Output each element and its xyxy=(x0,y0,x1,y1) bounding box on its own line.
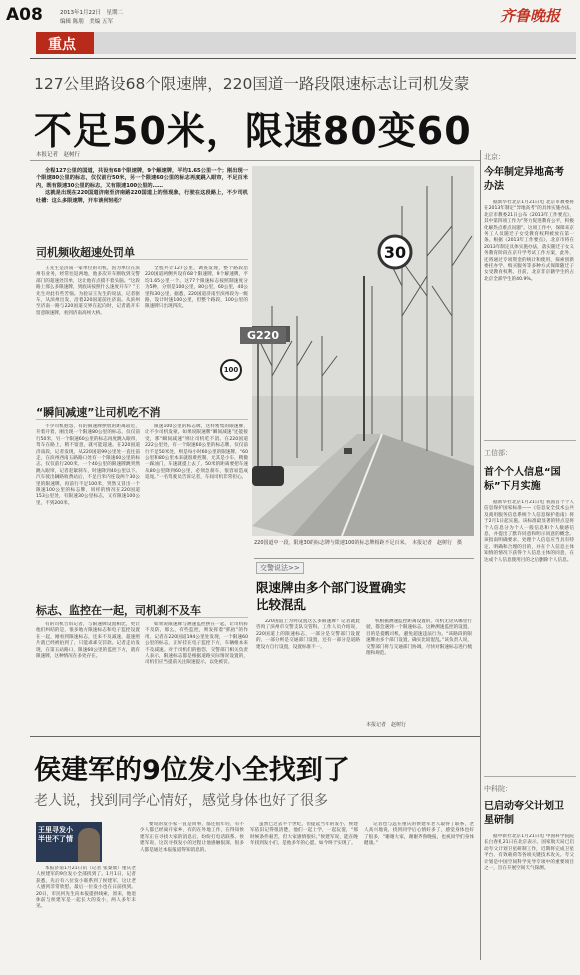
lead-col-1a: 王先生是济南一家单位的司机，因为单位在滨州有业务，经常往返两地，他多次开车断收到交警部门的超速处罚单，这让他有点摸不着头脑。“这段路上那么多限速牌，到底该按照什么速度开车？”王先生对此有些苦恼。为验证王先生的说法，记者驱车，从滨州出发，沿着220国道前往济南。从滨州至济南一路与220国道交界在起向时，记者就开车留意限速牌，看到济南高州大桥。 xyxy=(36,266,140,316)
lead-paragraph: 全程127公里的国道，共设有68个限速牌，9个解速牌，平均1.65公里一个；刚出现一个限速80公里的标志，仅仅前行50米，另一个限速60公里的标志再度跳入眼帘，不足百米内，既有限速30公里的标志，又有限速100公里的…… 这就是出现在220国道济南至济南路220国道上的怪现象，行驶在这段路上，不少司机吐槽：这么多限速牌，开车谈何轻松？ xyxy=(36,168,248,204)
bottom-col-2: 要说的发小家一直是同事，都还很年轻，有不少人都已经离开家乡，有的在外地工作，在得知侯建军正在寻找大家的消息后，纷纷打电话联系。侯建军说，这次寻找发小的过程让他感触很深，很多人都是通过本报报道得知消息的。 xyxy=(140,822,244,853)
sidebar-item-3-text: 据中新社北京1月21日电 中国科学院院长白春礼21日在北京表示，国家航天局已启动夸父计划卫星研制工作，近期将完成卫星平台、有效载荷等各项关键技术攻关。夸父计划是中国空间科学先导专项中的重要项目之一，旨在开展空间天气探测。 xyxy=(484,834,574,872)
traffic-police-tag: 交警说法>> xyxy=(256,562,304,574)
sidebar-rule-2 xyxy=(484,776,576,777)
subhead-1: 司机频收超速处罚单 xyxy=(36,246,135,259)
subhead-1-rule xyxy=(36,259,248,260)
header-editors: 编辑 陈朋 美编 五军 xyxy=(60,19,113,25)
page-number: A08 xyxy=(6,5,43,25)
sidebar-item-2-dept: 工信部： xyxy=(484,449,512,457)
bottom-col-4: 记者也与远在重庆的侯建军老人取得了联系，老人高兴地说，找到同学后心情好多了，感觉身体也好了很多，“谢谢大家，谢谢齐鲁晚报，也祝同学们身体健康。” xyxy=(364,822,474,847)
traffic-police-col-2: 机根据测速监控距离设置的，司机无论从哪里行驶，都会遇到一个限速标志。这种测速监控的设置，目的是提醒司机，避免超速违法行为。“该路段的限速牌由多个部门设置，确实比较混乱。”该负责人说，交警部门将与交通部门协调，尽快对限速标志进行梳理和规范。 xyxy=(366,619,472,657)
lead-col-2c: 如果说限速牌与测速监控摆在一起，让司机猝不及防，那么，有些监控，则发挥着“抓拍”的作用，记者在220国道194公里处发现，一个限速60公里的标志，正好挂在电子监控下方，车辆根本来不及减速。对于司机们的抱怨，交警部门相关负责人表示，限速标志都是根据道路实际情况设置的，司机们应当提前关注限速提示，以免被罚。 xyxy=(145,622,248,666)
subhead-3-rule xyxy=(36,617,248,618)
road-photo-illustration xyxy=(252,166,474,536)
bottom-story-rule xyxy=(30,736,480,737)
speed-sign-g220: G220 xyxy=(240,327,286,344)
lead-col-1c: 有的司机告诉记者，与限速牌设置相比，更让他们纠结的是，很多地方限速标志和电子监控设置在一起，刚看到限速标志，还来不及减速，超速照片就已经被拍到了，只能乖乖交罚款。记者走访发现，在第五站路口，限速60公里的监控下方，就有限速牌，这种情况在多处存在。 xyxy=(36,622,140,660)
lead-col-2b: 限速100公里的标志牌，这样密集的限速牌，让不少司机发蒙。如果说限速牌“瞬间减速”还能接受，那“瞬间减速”则让司机吃不消。在220国道222公里处，有一个限速60公里的标志牌，仅仅前行不足50米处，则是每小时60公里的限速牌，“60公里和80公里本来就很难控制，尤其是小车，稍微一踩油门，车速就提上去了，50米的距离要把车速从80公里降到60公里，必须急刹车，很容易造成追尾。”一名驾驶员告诉记者，车间司机非常担心。 xyxy=(145,424,248,481)
sidebar-item-3-head: 已启动夸父计划卫星研制 xyxy=(484,801,564,826)
sidebar-item-2-head: 首个个人信息“国标”下月实施 xyxy=(484,467,561,492)
sidebar-divider xyxy=(480,150,481,960)
paper-logo: 齐鲁晚报 xyxy=(500,7,561,25)
section-bar xyxy=(36,32,576,54)
speed-sign-100: 100 xyxy=(220,359,242,381)
photo-caption: 220国道中一段，限速30的标志牌与限速100的标志牌相距不足百米。 本报记者 赵树行 摄 xyxy=(254,540,462,546)
road-photo xyxy=(252,166,474,536)
lead-col-1b: 不少司机抱怨，有的限速牌摆放的距离较近，开着开着，刚出现一个限速80公里的标志，仅仅前行50米，另一个限速60公里的标志再度跳入眼帘，驾车在路上，稍不留意，就可能超速。在220国道济南段，记者发现，从220国道99公里处一直往前走，在滨州西南五路路口处有一个限速60公里的标志，仅仅前行200米，一个40公里的限速牌跳突然跳入眼帘，记者赶紧刹车，时速降到40公里以下。汽车驶出辆路收费站后，不足百米内连设两个30公里的限速牌，再前行不足100米，突然又冒出一个限速100公里的标志牌，同样的情况在220国道153公里处，有限速30公里标志，又有限速100公里，不到200米。 xyxy=(36,424,140,506)
lead-col-2a: 全程共计127公里，调查发现，整个路段沿220国道两侧共设有68个限速牌，9个解速牌，平均1.65公里一个。这77个限速标志按照制速度分为5种，分别是100公里，80公里，60公里，40公里和30公里，据悉，220国道济南至滨州段为一级路，设计时速100公里，但整个路段，100公里的限速牌只出现四次。 xyxy=(145,266,248,310)
headline-rule xyxy=(30,160,480,161)
sidebar-item-3-dept: 中科院： xyxy=(484,785,512,793)
bottom-subhead: 老人说，找到同学心情好，感觉身体也好了很多 xyxy=(34,793,328,809)
traffic-police-byline: 本报记者 赵树行 xyxy=(366,722,407,728)
lead-kicker: 127公里路设68个限速牌，220国道一路段限速标志让司机发蒙 xyxy=(34,75,470,93)
bottom-col-3: 虽然已过去半个世纪，但提起当年的发小，侯建军依旧记得很清楚，他们一起上学，一起玩耍，“那时候条件艰苦，但大家感情很好。”侯建军说，能在晚年找到发小们，是他多年的心愿，如今终于实现了。 xyxy=(250,822,358,847)
subhead-2-rule xyxy=(36,419,248,420)
subhead-3: 标志、监控在一起，司机刹不及车 xyxy=(36,604,201,617)
page-header xyxy=(0,0,580,56)
traffic-police-box xyxy=(254,558,474,731)
lead-headline: 不足50米，限速80变60 xyxy=(34,109,472,153)
sidebar-rule-1 xyxy=(484,440,576,441)
sidebar-item-2-text: 据新华社北京1月21日电 我国首个个人信息保护国家标准——《信息安全技术公共及商用服务信息系统个人信息保护指南》将于2月1日起实施。该标准最显著的特点是将个人信息分为个人一般信息和个人敏感信息，并提出了默许同意和明示同意的概念。该指南明确要求，处理个人信息应当具有特定、明确和合理的目的，并在个人信息主体知情的情况下获得个人信息主体的同意，在达成个人信息使用目的之后删除个人信息。 xyxy=(484,500,574,563)
bottom-story-portrait xyxy=(78,828,100,862)
subhead-2: “瞬间减速”让司机吃不消 xyxy=(36,406,161,419)
header-date: 2013年1月22日 星期二 xyxy=(60,10,123,16)
sidebar-item-1-dept: 北京： xyxy=(484,153,505,161)
bottom-story-image-text: 王里寻发小 半世不了情 xyxy=(38,826,73,843)
sidebar xyxy=(484,150,576,960)
sidebar-item-1-head: 今年制定异地高考办法 xyxy=(484,167,564,192)
bottom-col-1: 本报济南1月21日讯（记者 张秦康）重庆老人侯建军的9位发小全部找到了。1月1日，记者获悉，先后有八位发小联系到了侯建军，这让老人感到非常欣慰。最后一位发小也在日前找到。20日，市民何先生向本报提供线索，原来，他退休前与侯建军是一起长大的发小，两人多年未见。 xyxy=(36,866,136,910)
traffic-police-col-1: 220国道上为何设置这么多限速牌？记者就此咨询了滨州市交警支队交管科。工作人员介绍说，220国道上的限速标志，一部分是交警部门设置的，一部分则是交通部门设置，还有一部分是道路建设方自行设置，设置标准不一。 xyxy=(256,619,360,650)
sidebar-item-1-text: 据新华社北京1月21日电 北京市教委将在2013年制定“异地高考”的具体实施办法。北京市教委21日公布《2013年工作要点》，其中第四项工作为“努力促进教育公平，积极化解热点难点问题”。这项工作中，保障来京务工人员随迁子女受教育权利被放在第一条。根据《2013年工作要点》，北京市将在2013年制定具体实施办法，落实随迁子女义务教育阶段在京升学考试工作方案，此外，还将通过专项资金的统计和使用，探索创新委托办学、购买服务等多种方式保障随迁子女受教育权利。目前，北京非京籍学生约占北京全部学生的40.9%。 xyxy=(484,200,574,282)
svg-text:30: 30 xyxy=(383,243,407,262)
header-divider xyxy=(30,58,576,59)
bottom-headline: 侯建军的9位发小全找到了 xyxy=(34,755,350,786)
traffic-police-headline: 限速牌由多个部门设置确实比较混乱 xyxy=(256,580,407,612)
bottom-story-image xyxy=(36,822,102,862)
lead-byline: 本报记者 赵树行 xyxy=(36,152,81,158)
section-label: 重点 xyxy=(48,37,76,53)
